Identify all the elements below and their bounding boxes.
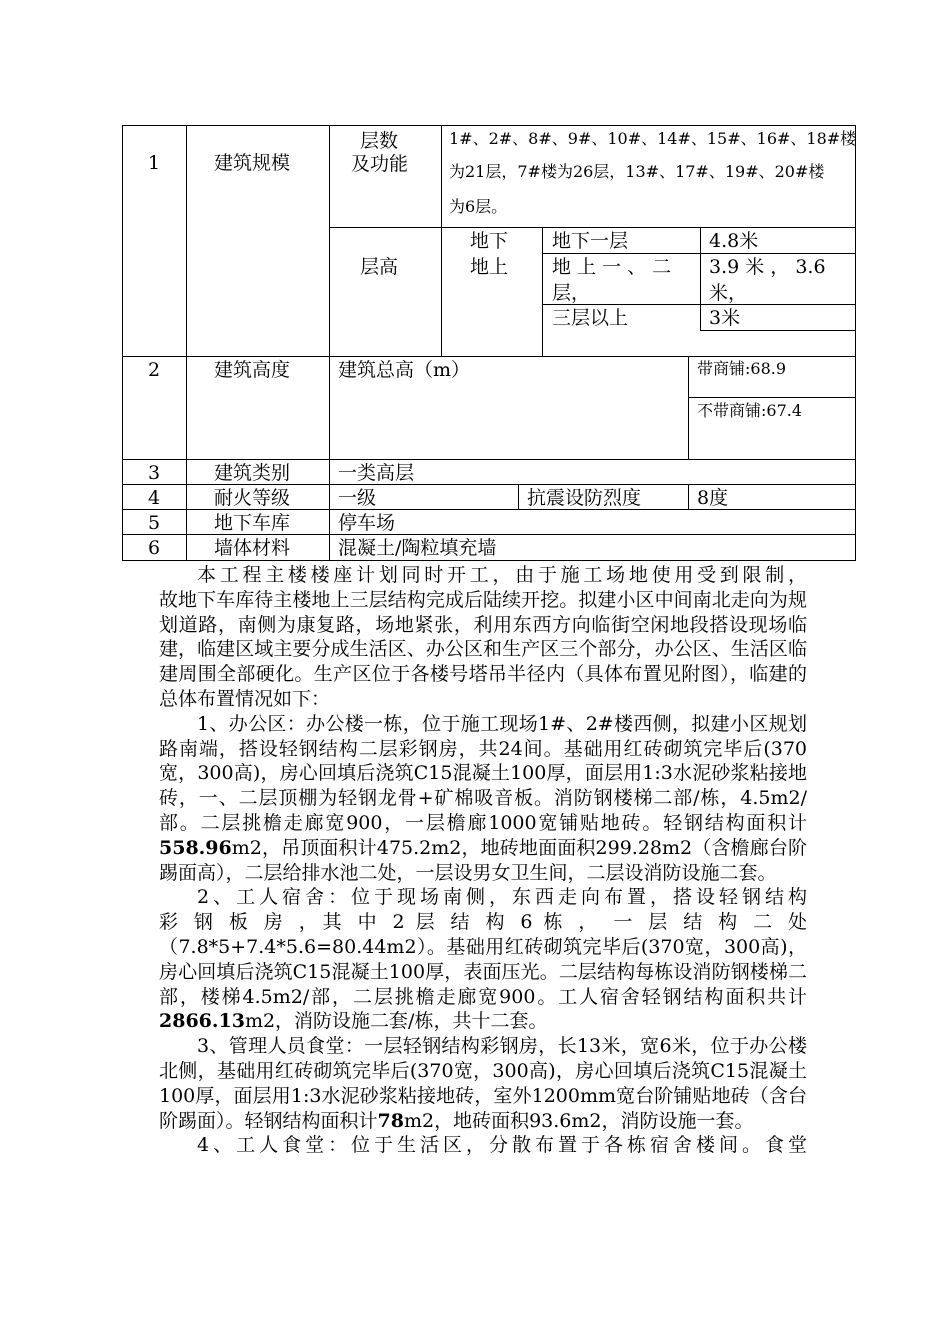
- f3-value: 3米: [709, 307, 741, 329]
- floors-label: 及功能: [351, 153, 409, 175]
- height-label: 层高: [360, 256, 399, 278]
- height-with-shops: 带商铺:68.9: [697, 359, 787, 378]
- height-without-shops: 不带商铺:67.4: [697, 401, 803, 420]
- f3-label: 三层以上: [552, 307, 629, 329]
- floors-text: 为6层。: [449, 197, 508, 216]
- f12-value: 3.9 米 ， 3.6: [709, 256, 826, 278]
- paragraph-intro-first-line: 本工程主楼楼座计划同时开工，由于施工场地使用受到限制，: [197, 564, 807, 586]
- paragraph-dorm: （7.8*5+7.4*5.6=80.44m2）。基础用红砖砌筑完毕后(370宽，300高)，房心回填后浇筑C15混凝土100厚，表面压光。二层结构每栋设消防钢楼梯二部，楼梯4.5m2/部，二层挑檐走廊宽900。工人宿舍轻钢结构面积共计2866.13m2，消防设施二套/栋，共十二套。: [159, 935, 807, 1033]
- row-item: 建筑规模: [214, 152, 291, 174]
- row-item: 建筑高度: [214, 359, 291, 381]
- row-number: 5: [148, 512, 161, 534]
- row-item: 地下车库: [214, 512, 291, 534]
- paragraph-intro: 故地下车库待主楼地上三层结构完成后陆续开挖。拟建小区中间南北走向为规划道路，南侧为康复路，场地紧张，利用东西方向临街空闲地段搭设现场临建，临建区域主要分成生活区、办公区和生产区三个部分，办公区、生活区临建周围全部硬化。生产区位于各楼号塔吊半径内（具体布置见附图），临建的总体布置情况如下：: [159, 588, 807, 710]
- b1-value: 4.8米: [709, 230, 759, 252]
- garage-value: 停车场: [338, 512, 396, 534]
- paragraph-dorm-line-1: 2、工人宿舍：位于现场南侧，东西走向布置，搭设轻钢结构: [197, 886, 807, 909]
- body-text: [159, 563, 807, 1158]
- row-item: 建筑类别: [214, 462, 291, 484]
- category-value: 一类高层: [338, 462, 415, 484]
- floors-label: 层数: [360, 130, 399, 152]
- row-number: 1: [148, 152, 161, 174]
- paragraph-office: 1、办公区：办公楼一栋，位于施工现场1#、2#楼西侧，拟建小区规划路南端，搭设轻钢结构二层彩钢房，共24间。基础用红砖砌筑完毕后(370宽，300高)，房心回填后浇筑C15混凝土100厚，面层用1:3水泥砂浆粘接地砖，一、二层顶棚为轻钢龙骨+矿棉吸音板。消防钢楼梯二部/栋，4.5m2/部。二层挑檐走廊宽900，一层檐廊1000宽铺贴地砖。轻钢结构面积计558.96m2，吊顶面积计475.2m2，地砖地面面积299.28m2（含檐廊台阶踢面高），二层给排水池二处，一层设男女卫生间，二层设消防设施二套。: [159, 712, 807, 884]
- row-number: 6: [148, 537, 161, 559]
- underground-label: 地下: [470, 230, 509, 252]
- row-item: 墙体材料: [214, 537, 291, 559]
- f12-label: 层，: [552, 282, 591, 304]
- row-item: 耐火等级: [214, 487, 291, 509]
- dorm-area-bold: 2866.13: [159, 1010, 245, 1033]
- aboveground-label: 地上: [470, 256, 509, 278]
- wall-value: 混凝土/陶粒填充墙: [338, 537, 497, 559]
- seismic-label: 抗震设防烈度: [527, 487, 642, 509]
- fire-value: 一级: [338, 487, 377, 509]
- canteen-area-bold: 78: [377, 1109, 404, 1132]
- paragraph-workers-canteen: 4、工人食堂：位于生活区，分散布置于各栋宿舍楼间。食堂: [197, 1134, 807, 1157]
- seismic-value: 8度: [697, 487, 729, 509]
- f12-label: 地 上 一 、 二: [552, 256, 672, 278]
- office-area-bold: 558.96: [159, 836, 232, 859]
- floors-text: 1#、2#、8#、9#、10#、14#、15#、16#、18#楼: [449, 129, 857, 148]
- floors-text: 为21层，7#楼为26层，13#、17#、19#、20#楼: [449, 162, 825, 181]
- b1-label: 地下一层: [552, 230, 629, 252]
- row-number: 4: [148, 487, 161, 509]
- height-total-label: 建筑总高（m）: [338, 359, 471, 381]
- row-number: 2: [148, 359, 161, 381]
- paragraph-canteen: 3、管理人员食堂：一层轻钢结构彩钢房，长13米，宽6米，位于办公楼北侧，基础用红砖砌筑完毕后(370宽，300高)，房心回填后浇筑C15混凝土100厚，面层用1:3水泥砂浆粘接地砖，室外1200mm宽台阶铺贴地砖（含台阶踢面）。轻钢结构面积计78m2，地砖面积93.6m2，消防设施一套。: [159, 1035, 807, 1132]
- f12-value: 米，: [709, 282, 748, 304]
- paragraph-dorm-line-2: 彩 钢 板 房 ，其 中 2 层 结 构 6 栋 ， 一 层 结 构 二 处: [159, 911, 807, 934]
- row-number: 3: [148, 462, 161, 484]
